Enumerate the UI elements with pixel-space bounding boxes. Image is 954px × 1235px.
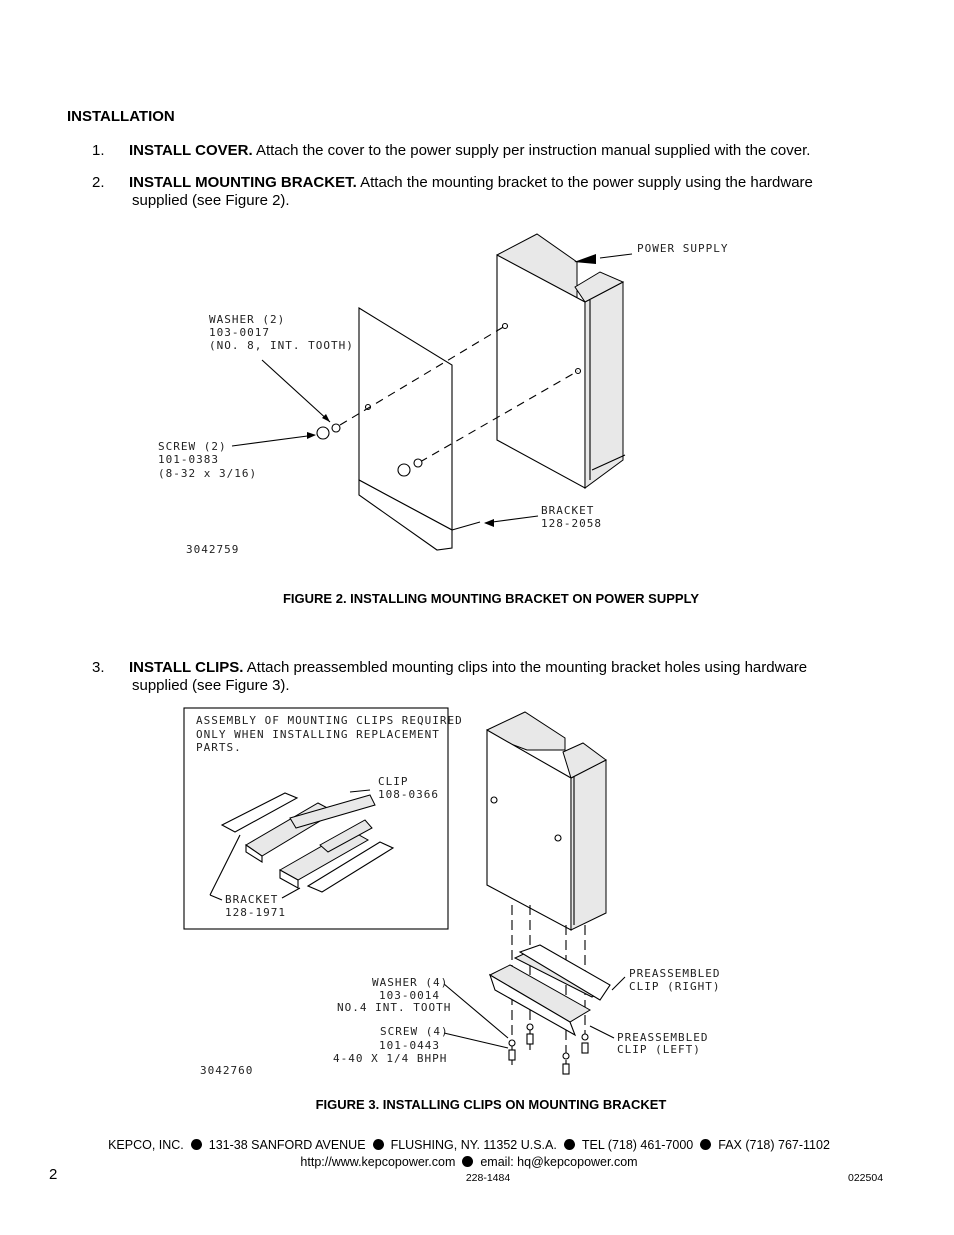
fig3-label-washer-2: 103-0014: [379, 989, 440, 1002]
fig3-label-bracket-2: 128-1971: [225, 906, 286, 919]
fig3-inset-note-1: ASSEMBLY OF MOUNTING CLIPS REQUIRED: [196, 714, 463, 727]
fig3-label-clip-right-1: PREASSEMBLED: [629, 967, 721, 980]
fig3-preassembled-clips: [490, 945, 610, 1035]
footer-web-link[interactable]: http://www.kepcopower.com: [300, 1155, 456, 1169]
bullet-icon: [462, 1156, 473, 1167]
footer-address-line: [0, 1138, 938, 1152]
fig3-label-clip-1: CLIP: [378, 775, 409, 788]
fig2-label-screw-2: 101-0383: [158, 453, 219, 466]
fig2-label-screw-1: SCREW (2): [158, 440, 227, 453]
step-1-title: INSTALL COVER.: [129, 142, 253, 159]
fig3-inset-parts: [222, 793, 393, 892]
fig2-label-screw-3: (8-32 x 3/16): [158, 467, 258, 480]
footer-contact-line: [0, 1155, 938, 1169]
fig3-label-clip-left-1: PREASSEMBLED: [617, 1031, 709, 1044]
figure-3-caption: FIGURE 3. INSTALLING CLIPS ON MOUNTING BRACKET: [315, 1097, 667, 1112]
fig3-power-supply-illustration: [487, 712, 606, 930]
footer-tel: TEL (718) 461-7000: [581, 1138, 694, 1152]
fig3-label-washer-1: WASHER (4): [372, 976, 449, 989]
fig3-inset-note-2: ONLY WHEN INSTALLING REPLACEMENT: [196, 728, 440, 741]
fig3-screws-washers: [509, 1024, 588, 1074]
footer-company: KEPCO, INC.: [108, 1138, 184, 1152]
figure-2-caption: FIGURE 2. INSTALLING MOUNTING BRACKET ON POWER SUPPLY: [282, 591, 700, 606]
fig3-label-clip-left-2: CLIP (LEFT): [617, 1043, 701, 1056]
fig2-label-washer-3: (NO. 8, INT. TOOTH): [209, 339, 354, 352]
fig3-label-clip-2: 108-0366: [378, 788, 439, 801]
fig2-label-power-supply: POWER SUPPLY: [637, 242, 729, 255]
fig3-inset-note-3: PARTS.: [196, 741, 242, 754]
bullet-icon: [373, 1139, 384, 1150]
step-3-body-cont: supplied (see Figure 3).: [132, 677, 290, 694]
page-number: 2: [49, 1166, 58, 1183]
step-2-body-cont: supplied (see Figure 2).: [132, 192, 290, 209]
fig3-label-washer-3: NO.4 INT. TOOTH: [337, 1001, 452, 1014]
bullet-icon: [191, 1139, 202, 1150]
fig3-label-clip-right-2: CLIP (RIGHT): [629, 980, 721, 993]
step-3-body: Attach preassembled mounting clips into the mounting bracket holes using hardware: [243, 659, 808, 676]
date-code: 022504: [848, 1172, 884, 1184]
fig3-label-screw-3: 4-40 X 1/4 BHPH: [333, 1052, 448, 1065]
step-1-number: 1.: [92, 142, 105, 159]
footer-email-link[interactable]: email: hq@kepcopower.com: [480, 1155, 638, 1169]
doc-number: 228-1484: [465, 1172, 511, 1184]
fig3-drawing-number: 3042760: [200, 1064, 254, 1077]
bullet-icon: [564, 1139, 575, 1150]
fig2-label-bracket-2: 128-2058: [541, 517, 602, 530]
footer-fax: FAX (718) 767-1102: [718, 1138, 830, 1152]
fig2-label-bracket-1: BRACKET: [541, 504, 595, 517]
step-3-title: INSTALL CLIPS.: [129, 659, 244, 676]
step-2-number: 2.: [92, 174, 105, 191]
fig2-drawing-number: 3042759: [186, 543, 240, 556]
footer-street: 131-38 SANFORD AVENUE: [208, 1138, 366, 1152]
fig2-label-washer-2: 103-0017: [209, 326, 270, 339]
fig3-label-screw-1: SCREW (4): [380, 1025, 449, 1038]
fig3-label-screw-2: 101-0443: [379, 1039, 440, 1052]
fig3-label-bracket-1: BRACKET: [225, 893, 279, 906]
section-title: INSTALLATION: [67, 108, 175, 125]
fig2-label-washer-1: WASHER (2): [209, 313, 286, 326]
step-3-number: 3.: [92, 659, 105, 676]
bullet-icon: [700, 1139, 711, 1150]
step-2-title: INSTALL MOUNTING BRACKET.: [129, 174, 357, 191]
step-2-body: Attach the mounting bracket to the power supply using the hardware: [356, 174, 813, 191]
step-1-body: Attach the cover to the power supply per instruction manual supplied with the cover.: [252, 142, 811, 159]
footer-city: FLUSHING, NY. 11352 U.S.A.: [390, 1138, 557, 1152]
